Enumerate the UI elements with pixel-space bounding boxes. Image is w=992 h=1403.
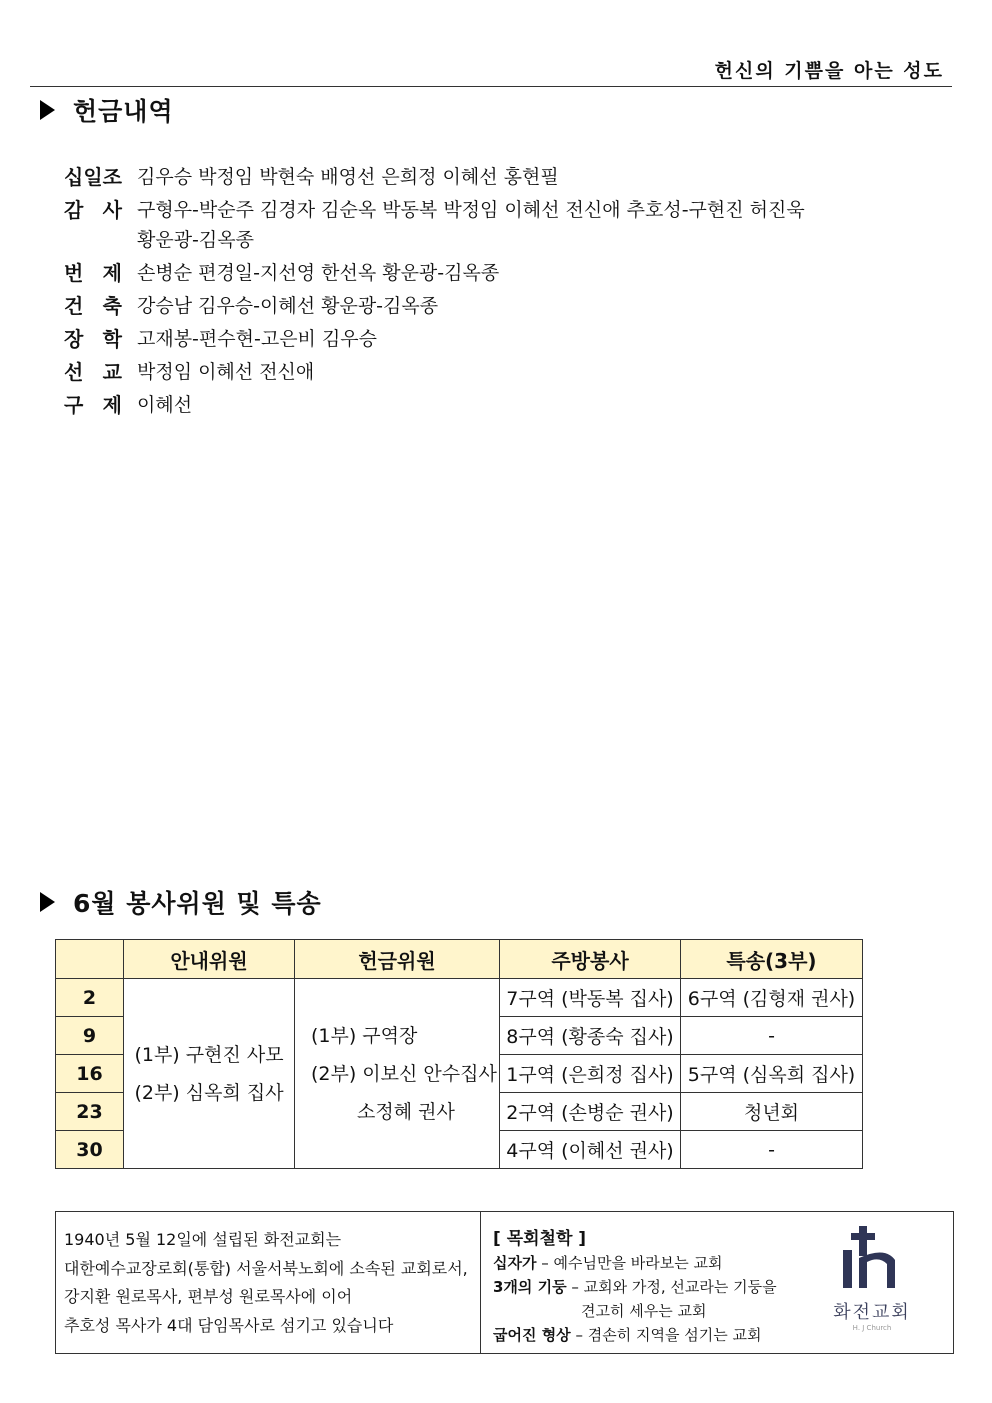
kitchen-cell: 7구역 (박동복 집사) — [500, 979, 681, 1017]
header-cell — [56, 940, 124, 979]
date-cell: 23 — [56, 1093, 124, 1131]
offering-category: 선 교 — [64, 360, 122, 384]
offering-category: 번 제 — [64, 261, 122, 285]
offering-names: 김우승 박정임 박현숙 배영선 은희정 이혜선 홍현필 — [137, 166, 559, 188]
offering-row — [64, 162, 844, 192]
kitchen-cell: 1구역 (은희정 집사) — [500, 1055, 681, 1093]
philosophy-item: 3개의 기둥 – 교회와 가정, 선교라는 기둥을 — [493, 1278, 777, 1296]
header-cell: 주방봉사 — [500, 940, 681, 979]
offering-committee-cell: (1부) 구역장 (2부) 이보신 안수집사 소정혜 권사 — [295, 979, 500, 1169]
offering-names: 강승남 김우승-이혜선 황운광-김옥종 — [137, 295, 439, 317]
duty-table — [55, 939, 863, 1169]
table-header-row — [56, 940, 863, 979]
offering-category: 감 사 — [64, 198, 122, 222]
church-logo — [827, 1224, 917, 1332]
logo-name: 화전교회 — [833, 1302, 911, 1323]
offering-title: 헌금내역 — [73, 97, 174, 126]
church-info-box — [55, 1211, 954, 1354]
offering-names: 손병순 편경일-지선영 한선옥 황운광-김옥종 — [137, 262, 500, 284]
kitchen-cell: 8구역 (황종숙 집사) — [500, 1017, 681, 1055]
triangle-bullet-icon — [40, 892, 55, 912]
logo-subtitle: H. J Church — [852, 1324, 892, 1332]
offering-row — [64, 357, 844, 387]
offering-row — [64, 195, 844, 255]
church-history: 1940년 5월 12일에 설립된 화전교회는 대한예수교장로회(통합) 서울서북노회에 소속된 교회로서, 강지환 원로목사, 편부성 원로목사에 이어 추호성 목사가 4대 담임목사로 섬기고 있습니다 — [56, 1212, 481, 1353]
offering-names: 이혜선 — [137, 394, 193, 416]
date-cell: 9 — [56, 1017, 124, 1055]
header-cell: 특송(3부) — [681, 940, 863, 979]
offering-row — [64, 291, 844, 321]
offering-category: 장 학 — [64, 327, 122, 351]
offering-section-title — [40, 92, 174, 128]
philosophy-title: [ 목회철학 ] — [493, 1229, 587, 1249]
offering-row — [64, 324, 844, 354]
date-cell: 30 — [56, 1131, 124, 1169]
duty-title: 6월 봉사위원 및 특송 — [73, 889, 322, 918]
ushers-cell: (1부) 구현진 사모 (2부) 심옥희 집사 — [124, 979, 295, 1169]
header-divider — [30, 86, 952, 87]
offering-list — [64, 162, 844, 423]
header-cell: 헌금위원 — [295, 940, 500, 979]
offering-names: 고재봉-편수현-고은비 김우승 — [137, 328, 378, 350]
cross-logo-icon — [837, 1224, 907, 1292]
offering-names: 구형우-박순주 김경자 김순옥 박동복 박정임 이혜선 전신애 추호성-구현진 허진욱 황운광-김옥종 — [137, 199, 805, 251]
header-motto: 헌신의 기쁨을 아는 성도 — [714, 60, 944, 82]
pastoral-philosophy — [481, 1212, 953, 1353]
duty-section-title — [40, 884, 322, 920]
special-song-cell: 청년회 — [681, 1093, 863, 1131]
offering-category: 구 제 — [64, 393, 122, 417]
table-row — [56, 979, 863, 1017]
kitchen-cell: 2구역 (손병순 권사) — [500, 1093, 681, 1131]
header-cell: 안내위원 — [124, 940, 295, 979]
triangle-bullet-icon — [40, 100, 55, 120]
special-song-cell: - — [681, 1131, 863, 1169]
kitchen-cell: 4구역 (이혜선 권사) — [500, 1131, 681, 1169]
offering-category: 십 일 조 — [64, 165, 122, 189]
philosophy-item-continued: 견고히 세우는 교회 — [581, 1302, 707, 1320]
offering-category: 건 축 — [64, 294, 122, 318]
special-song-cell: 5구역 (심옥희 집사) — [681, 1055, 863, 1093]
philosophy-item: 십자가 – 예수님만을 바라보는 교회 — [493, 1254, 723, 1272]
philosophy-item: 굽어진 형상 – 겸손히 지역을 섬기는 교회 — [493, 1326, 762, 1344]
offering-row — [64, 258, 844, 288]
offering-row — [64, 390, 844, 420]
date-cell: 16 — [56, 1055, 124, 1093]
offering-names: 박정임 이혜선 전신애 — [137, 361, 315, 383]
date-cell: 2 — [56, 979, 124, 1017]
special-song-cell: - — [681, 1017, 863, 1055]
special-song-cell: 6구역 (김형재 권사) — [681, 979, 863, 1017]
